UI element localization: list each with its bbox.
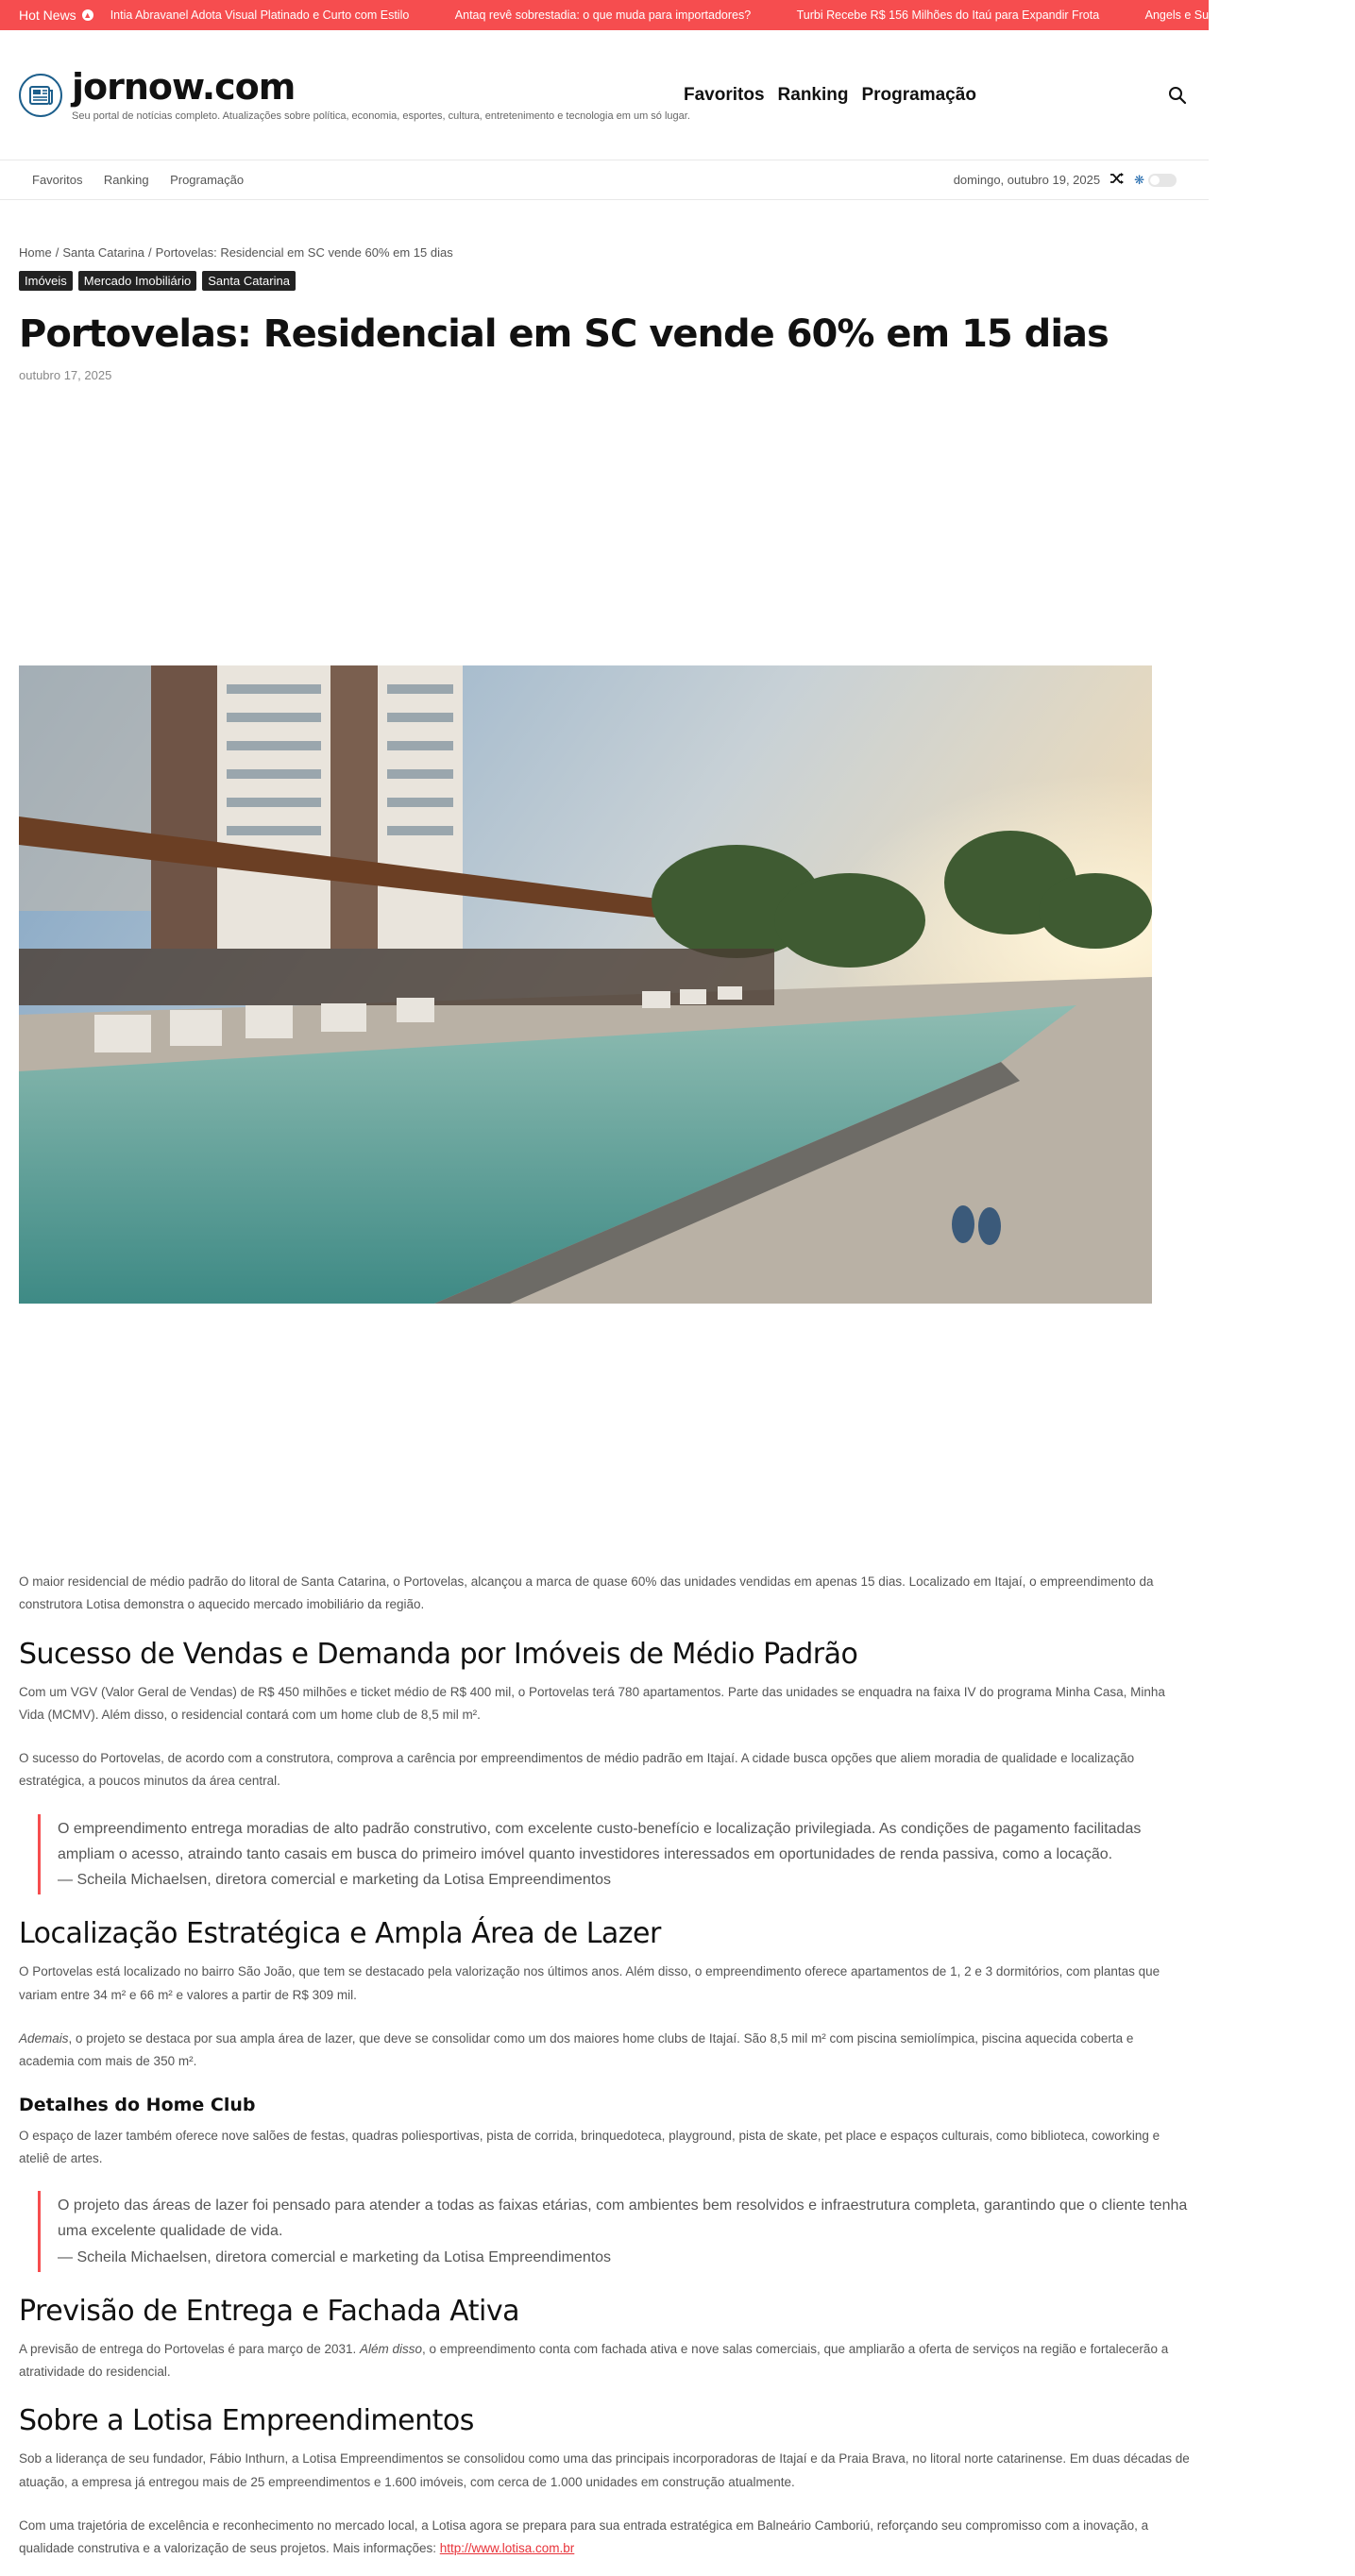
search-icon xyxy=(1168,86,1187,105)
hot-news-bar xyxy=(0,0,1314,30)
theme-switch xyxy=(1148,174,1177,187)
secondary-bar-right xyxy=(954,172,1177,188)
secondary-nav xyxy=(32,172,261,189)
paragraph: O maior residencial de médio padrão do litoral de Santa Catarina, o Portovelas, alcançou a marca de quase 60% das unidades vendidas em apenas 15 dias. Localizado em Itajaí, o empreendimento da construtora Lotisa demonstra o aquecido mercado imobiliário da região. xyxy=(19,1574,1154,1612)
sub-nav-ranking[interactable]: Ranking xyxy=(103,172,149,187)
blockquote xyxy=(38,1814,1190,1895)
shuffle-icon xyxy=(1109,172,1125,185)
sub-nav-programacao[interactable]: Programação xyxy=(170,172,245,187)
quote-text: O empreendimento entrega moradias de alto padrão construtivo, com excelente custo-benefício e localização privilegiada. As condições de pagamento facilitadas ampliam o acesso, atraindo tanto casais em busca do primeiro imóvel quanto investidores interessados em oportunidades de renda passiva, como a locação. xyxy=(58,1820,1142,1862)
section-heading: Localização Estratégica e Ampla Área de Lazer xyxy=(19,1917,661,1951)
paragraph: O sucesso do Portovelas, de acordo com a construtora, comprova a carência por empreendimentos de médio padrão em Itajaí. A cidade busca opções que aliem moradia de qualidade e localização estratégica, a poucos minutos da área central. xyxy=(19,1751,1135,1789)
subsection-heading: Detalhes do Home Club xyxy=(19,2094,256,2115)
paragraph-text: A previsão de entrega do Portovelas é para março de 2031. xyxy=(19,2341,360,2356)
main-content xyxy=(0,245,1209,382)
hot-news-item[interactable]: Intia Abravanel Adota Visual Platinado e Curto com Estilo xyxy=(110,8,410,22)
breadcrumb-current: Portovelas: Residencial em SC vende 60% em 15 dias xyxy=(155,245,453,260)
article-featured-image xyxy=(19,665,1190,1304)
tag-santa-catarina[interactable]: Santa Catarina xyxy=(202,271,296,291)
site-logo-link[interactable] xyxy=(19,65,690,122)
paragraph xyxy=(19,2028,1190,2074)
hot-news-label xyxy=(19,8,93,23)
tag-mercado-imobiliario[interactable]: Mercado Imobiliário xyxy=(78,271,196,291)
paragraph: O espaço de lazer também oferece nove salões de festas, quadras poliesportivas, pista de corrida, brinquedoteca, playground, pista de skate, pet place e espaços culturais, como biblioteca, coworking e ateliê de artes. xyxy=(19,2128,1160,2165)
paragraph xyxy=(19,2515,1190,2561)
paragraph: O Portovelas está localizado no bairro São João, que tem se destacado pela valorização nos últimos anos. Além disso, o empreendimento oferece apartamentos de 1, 2 e 3 dormitórios, com plantas que variam entre 34 m² e 66 m² e valores a partir de R$ 309 mil. xyxy=(19,1964,1160,2002)
emphasis: Além disso xyxy=(359,2341,423,2356)
hot-news-item[interactable]: Turbi Recebe R$ 156 Milhões do Itaú para Expandir Frota xyxy=(796,8,1100,22)
quote-author: — Scheila Michaelsen, diretora comercial e marketing da Lotisa Empreendimentos xyxy=(58,1872,612,1889)
section-heading: Previsão de Entrega e Fachada Ativa xyxy=(19,2294,520,2328)
random-post-button[interactable] xyxy=(1109,172,1125,188)
sun-icon: ❋ xyxy=(1134,172,1144,187)
site-tagline: Seu portal de notícias completo. Atualizações sobre política, economia, esportes, cultura, entretenimento e tecnologia em um só lugar. xyxy=(72,109,690,122)
main-nav-favoritos[interactable]: Favoritos xyxy=(684,84,765,105)
breadcrumb-category[interactable]: Santa Catarina xyxy=(62,245,145,260)
secondary-bar xyxy=(0,160,1209,200)
paragraph xyxy=(19,2338,1190,2384)
tag-imoveis[interactable]: Imóveis xyxy=(19,271,73,291)
paragraph-text: , o projeto se destaca por sua ampla área de lazer, que deve se consolidar como um dos maiores home clubs de Itajaí. São 8,5 mil m² com piscina semiolímpica, piscina aquecida coberta e academia com mais de 350 m². xyxy=(19,2030,1134,2069)
lotisa-website-link[interactable]: http://www.lotisa.com.br xyxy=(439,2541,575,2556)
sub-nav-favoritos[interactable]: Favoritos xyxy=(32,172,83,187)
article-date: outubro 17, 2025 xyxy=(19,368,112,382)
site-name: jornow.com xyxy=(72,65,296,108)
main-nav-ranking[interactable]: Ranking xyxy=(777,84,849,105)
emphasis: Ademais xyxy=(19,2030,69,2046)
hot-news-item[interactable]: Angels e Sugar Daddies: o fascí xyxy=(1144,8,1314,22)
category-tags xyxy=(19,271,1190,291)
section-heading: Sucesso de Vendas e Demanda por Imóveis de Médio Padrão xyxy=(19,1637,858,1671)
main-nav-programacao[interactable]: Programação xyxy=(861,84,976,105)
fire-icon: ▲ xyxy=(83,10,93,20)
hot-news-title: Hot News xyxy=(19,8,76,23)
search-button[interactable] xyxy=(1165,83,1190,108)
logo-text-block xyxy=(72,65,690,122)
quote-text: O projeto das áreas de lazer foi pensado para atender a todas as faixas etárias, com ambientes bem resolvidos e infraestrutura completa, garantindo que o cliente tenha uma excelente qualidade de vida. xyxy=(58,2197,1188,2240)
hot-news-ticker xyxy=(110,7,1355,24)
breadcrumb: Home / Santa Catarina / Portovelas: Residencial em SC vende 60% em 15 dias xyxy=(19,245,453,260)
newspaper-icon xyxy=(19,74,62,117)
article-body xyxy=(0,1571,1209,2560)
theme-toggle[interactable] xyxy=(1134,173,1177,188)
blockquote xyxy=(38,2191,1190,2272)
site-header xyxy=(0,30,1209,160)
paragraph: Sob a liderança de seu fundador, Fábio Inthurn, a Lotisa Empreendimentos se consolidou como uma das principais incorporadoras de Itajaí e da Praia Brava, no litoral norte catarinense. Em duas décadas de atuação, a empresa já entregou mais de 25 empreendimentos e 1.600 imóveis, com cerca de 1.000 unidades em construção atualmente. xyxy=(19,2451,1190,2489)
paragraph-text: Com uma trajetória de excelência e reconhecimento no mercado local, a Lotisa agora se prepara para sua entrada estratégica em Balneário Camboriú, reforçando seu compromisso com a inovação, a qualidade construtiva e a valorização de seus projetos. Mais informações: xyxy=(19,2517,1149,2556)
breadcrumb-home[interactable]: Home xyxy=(19,245,52,260)
article-title: Portovelas: Residencial em SC vende 60% em 15 dias xyxy=(19,312,1109,356)
paragraph-text: , o empreendimento conta com fachada ativa e nove salas comerciais, que ampliarão a oferta de serviços na região e fortalecerão a atratividade do residencial. xyxy=(19,2341,1169,2379)
paragraph: Com um VGV (Valor Geral de Vendas) de R$ 450 milhões e ticket médio de R$ 400 mil, o Portovelas terá 780 apartamentos. Parte das unidades se enquadra na faixa IV do programa Minha Casa, Minha Vida (MCMV). Além disso, o residencial contará com um home club de 8,5 mil m². xyxy=(19,1684,1165,1722)
quote-author: — Scheila Michaelsen, diretora comercial e marketing da Lotisa Empreendimentos xyxy=(58,2248,612,2265)
section-heading: Sobre a Lotisa Empreendimentos xyxy=(19,2404,474,2438)
hot-news-item[interactable]: Antaq revê sobrestadia: o que muda para importadores? xyxy=(454,8,752,22)
main-nav xyxy=(684,85,976,106)
current-date: domingo, outubro 19, 2025 xyxy=(953,173,1101,187)
